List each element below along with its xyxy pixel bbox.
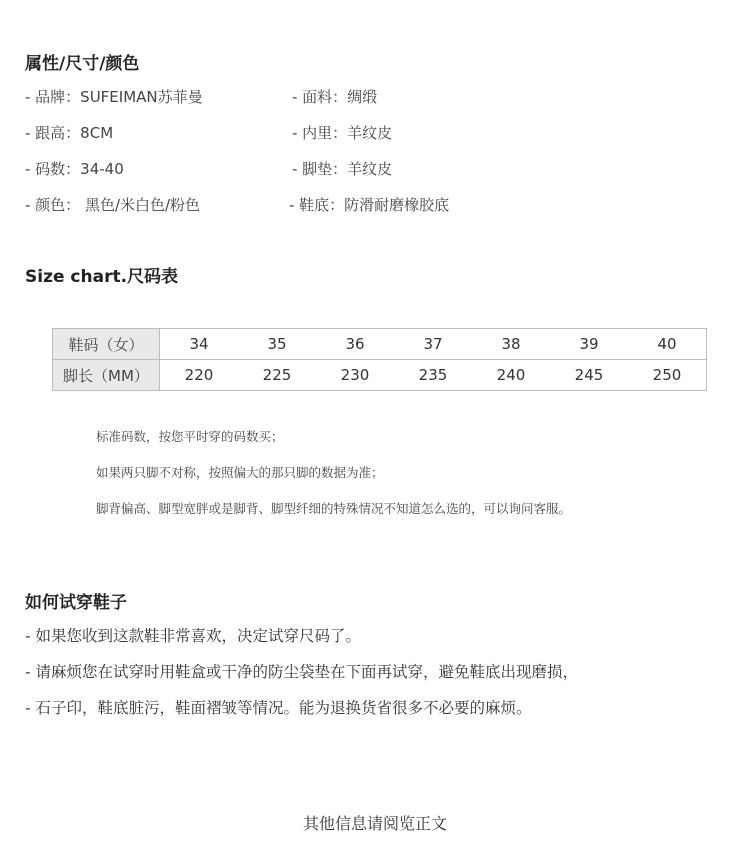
attr-fabric: - 面料：绸缎	[292, 88, 378, 106]
size-cell: 40	[628, 329, 707, 360]
size-cell: 37	[394, 329, 472, 360]
note-special-cases: 脚背偏高、脚型宽胖或是脚背、脚型纤细的特殊情况不知道怎么选的，可以询问客服。	[96, 501, 572, 516]
attr-colors: - 颜色： 黑色/米白色/粉色	[25, 196, 201, 214]
length-cell: 245	[550, 360, 628, 391]
length-cell: 230	[316, 360, 394, 391]
table-row-sizes	[53, 329, 707, 360]
attr-lining: - 内里：羊纹皮	[292, 124, 393, 142]
try-on-title: 如何试穿鞋子	[25, 593, 127, 613]
try-on-line: - 请麻烦您在试穿时用鞋盒或干净的防尘袋垫在下面再试穿，避免鞋底出现磨损，	[25, 663, 579, 681]
size-cell: 35	[238, 329, 316, 360]
size-chart-title: Size chart.尺码表	[25, 267, 179, 287]
footer-note: 其他信息请阅览正文	[302, 814, 447, 833]
attr-brand: - 品牌：SUFEIMAN苏菲曼	[25, 88, 203, 106]
attributes-title: 属性/尺寸/颜色	[25, 54, 140, 74]
length-cell: 250	[628, 360, 707, 391]
size-cell: 34	[160, 329, 239, 360]
try-on-line: - 石子印，鞋底脏污，鞋面褶皱等情况。能为退换货省很多不必要的麻烦。	[25, 699, 532, 717]
note-asymmetric-feet: 如果两只脚不对称，按照偏大的那只脚的数据为准；	[96, 465, 384, 480]
table-row-lengths	[53, 360, 707, 391]
length-cell: 235	[394, 360, 472, 391]
size-chart-table	[52, 328, 707, 391]
row-label-size: 鞋码（女）	[53, 329, 160, 360]
size-cell: 38	[472, 329, 550, 360]
note-standard-size: 标准码数，按您平时穿的码数买；	[96, 429, 284, 444]
try-on-line: - 如果您收到这款鞋非常喜欢，决定试穿尺码了。	[25, 627, 362, 645]
attr-sole: - 鞋底：防滑耐磨橡胶底	[289, 196, 450, 214]
attr-insole: - 脚垫：羊纹皮	[292, 160, 393, 178]
length-cell: 225	[238, 360, 316, 391]
row-label-foot-length: 脚长（MM）	[53, 360, 160, 391]
size-cell: 36	[316, 329, 394, 360]
length-cell: 240	[472, 360, 550, 391]
attr-sizes: - 码数：34-40	[25, 160, 124, 178]
size-cell: 39	[550, 329, 628, 360]
attr-heel-height: - 跟高：8CM	[25, 124, 114, 142]
length-cell: 220	[160, 360, 239, 391]
